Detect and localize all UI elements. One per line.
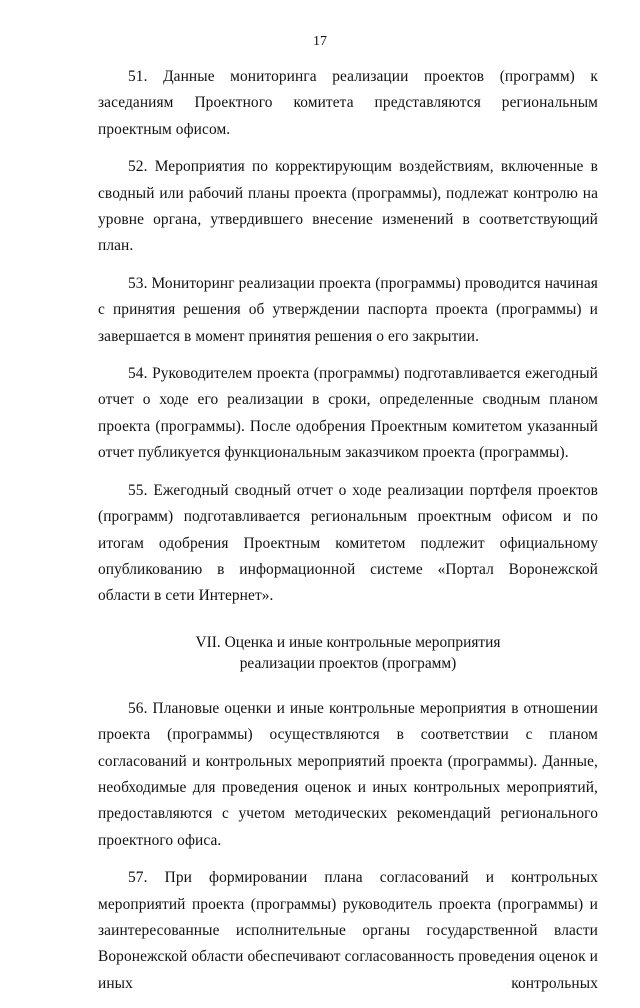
paragraph-51: 51. Данные мониторинга реализации проектов (программ) к заседаниям Проектного комитета представляются региональным проектным офисом. <box>98 68 598 138</box>
paragraph-53: 53. Мониторинг реализации проекта (программы) проводится начиная с принятия решения об утверждении паспорта проекта (программы) и завершается в момент принятия решения о его закрытии. <box>98 274 598 345</box>
paragraph-55: 55. Ежегодный сводный отчет о ходе реализации портфеля проектов (программ) подготавливается региональным проектным офисом и по итогам одобрения Проектным комитетом подлежит официальному опубликованию в информационной системе «Портал Воронежской области в сети Интернет». <box>98 481 598 605</box>
paragraph-54: 54. Руководителем проекта (программы) подготавливается ежегодный отчет о ходе его реализации в сроки, определенные сводным планом проекта (программы). После одобрения Проектным комитетом указанный отчет публикуется функциональным заказчиком проекта (программы). <box>98 365 598 462</box>
section-heading-line-1: VII. Оценка и иные контрольные мероприятия <box>195 633 501 651</box>
paragraph-56: 56. Плановые оценки и иные контрольные мероприятия в отношении проекта (программы) осуществляются в соответствии с планом согласований и контрольных мероприятий проекта (программы). Данные, необходимые для проведения оценок и иных контрольных мероприятий, предоставляются с учетом методических рекомендаций регионального проектного офиса. <box>98 699 598 849</box>
document-body <box>98 64 598 1008</box>
paragraph-52: 52. Мероприятия по корректирующим воздействиям, включенные в сводный или рабочий планы проекта (программы), подлежат контролю на уровне органа, утвердившего внесение изменений в соответствующий план. <box>98 158 598 255</box>
paragraph-57: 57. При формировании плана согласований и контрольных мероприятий проекта (программы) руководитель проекта (программы) и заинтересованные исполнительные органы государственной власти Воронежской области обеспечивают согласованность проведения оценок и иных контрольных <box>98 869 598 992</box>
page-number: 17 <box>313 34 327 49</box>
section-heading <box>98 632 598 674</box>
section-heading-line-2: реализации проектов (программ) <box>239 654 457 672</box>
